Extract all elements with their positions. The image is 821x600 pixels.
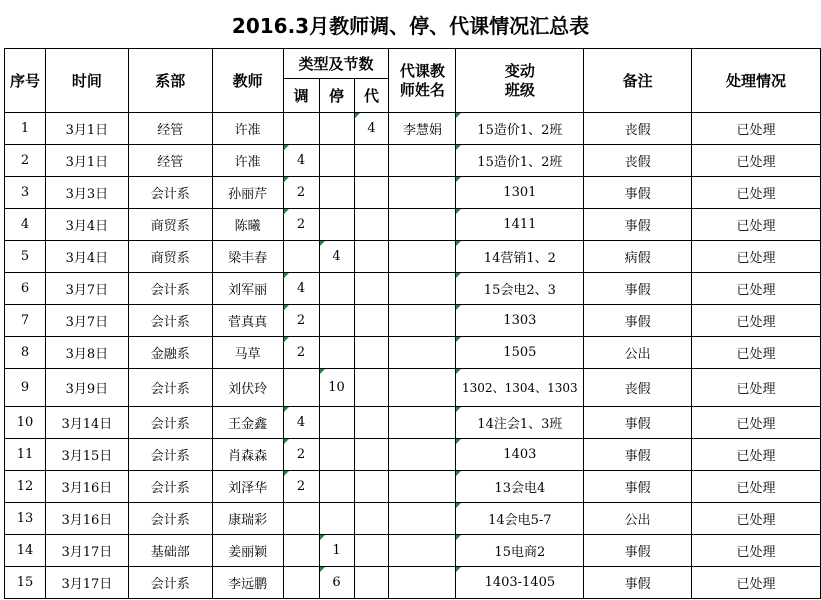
row-status: 已处理	[692, 241, 821, 273]
table-row	[5, 503, 821, 535]
row-remark: 事假	[584, 305, 692, 337]
row-substitute	[354, 145, 389, 177]
row-stop: 6	[319, 567, 354, 599]
row-stop: 10	[319, 369, 354, 407]
row-no: 11	[5, 439, 46, 471]
header-no: 序号	[5, 49, 46, 113]
row-teacher: 许准	[212, 145, 283, 177]
row-dept: 会计系	[128, 567, 212, 599]
row-date: 3月9日	[45, 369, 128, 407]
row-changed-class: 1302、1304、1303	[456, 369, 584, 407]
row-changed-class: 1403-1405	[456, 567, 584, 599]
row-substitute	[354, 439, 389, 471]
row-status: 已处理	[692, 337, 821, 369]
row-date: 3月8日	[45, 337, 128, 369]
row-remark: 事假	[584, 471, 692, 503]
row-adjust: 2	[283, 209, 319, 241]
row-teacher: 刘伏玲	[212, 369, 283, 407]
row-sub-teacher	[389, 369, 456, 407]
row-changed-class: 15会电2、3	[456, 273, 584, 305]
row-adjust: 2	[283, 471, 319, 503]
row-no: 13	[5, 503, 46, 535]
row-status: 已处理	[692, 535, 821, 567]
sheet-title: 2016.3月教师调、停、代课情况汇总表	[231, 13, 590, 38]
row-stop	[319, 273, 354, 305]
header-substitute: 代	[354, 79, 389, 113]
row-date: 3月16日	[45, 471, 128, 503]
row-dept: 经管	[128, 145, 212, 177]
row-changed-class: 1403	[456, 439, 584, 471]
row-adjust: 2	[283, 305, 319, 337]
row-dept: 商贸系	[128, 241, 212, 273]
header-teacher: 教师	[212, 49, 283, 113]
row-adjust	[283, 113, 319, 145]
row-status: 已处理	[692, 145, 821, 177]
row-changed-class: 1411	[456, 209, 584, 241]
row-sub-teacher	[389, 503, 456, 535]
row-substitute	[354, 567, 389, 599]
row-status: 已处理	[692, 369, 821, 407]
row-adjust: 2	[283, 439, 319, 471]
table-row	[5, 241, 821, 273]
table-row	[5, 567, 821, 599]
header-type-group: 类型及节数	[283, 49, 389, 79]
row-teacher: 许准	[212, 113, 283, 145]
row-adjust: 2	[283, 337, 319, 369]
row-substitute	[354, 535, 389, 567]
row-teacher: 马草	[212, 337, 283, 369]
row-no: 15	[5, 567, 46, 599]
row-no: 3	[5, 177, 46, 209]
header-stop: 停	[319, 79, 354, 113]
row-sub-teacher	[389, 177, 456, 209]
row-no: 10	[5, 407, 46, 439]
row-teacher: 肖森森	[212, 439, 283, 471]
row-adjust	[283, 567, 319, 599]
row-no: 2	[5, 145, 46, 177]
table-row	[5, 145, 821, 177]
row-sub-teacher	[389, 273, 456, 305]
row-no: 4	[5, 209, 46, 241]
row-substitute	[354, 503, 389, 535]
header-sub-teacher: 代课教师姓名	[389, 49, 456, 113]
row-dept: 会计系	[128, 177, 212, 209]
table-row	[5, 369, 821, 407]
row-sub-teacher	[389, 209, 456, 241]
table-row	[5, 471, 821, 503]
row-sub-teacher	[389, 337, 456, 369]
row-remark: 丧假	[584, 369, 692, 407]
row-dept: 会计系	[128, 369, 212, 407]
row-remark: 事假	[584, 439, 692, 471]
row-stop	[319, 503, 354, 535]
row-remark: 公出	[584, 337, 692, 369]
row-status: 已处理	[692, 209, 821, 241]
row-dept: 会计系	[128, 407, 212, 439]
row-no: 1	[5, 113, 46, 145]
row-stop: 1	[319, 535, 354, 567]
row-date: 3月17日	[45, 535, 128, 567]
row-adjust	[283, 503, 319, 535]
row-date: 3月1日	[45, 113, 128, 145]
row-dept: 会计系	[128, 503, 212, 535]
row-sub-teacher	[389, 145, 456, 177]
row-teacher: 孙丽芹	[212, 177, 283, 209]
row-date: 3月7日	[45, 273, 128, 305]
row-teacher: 王金鑫	[212, 407, 283, 439]
table-row	[5, 209, 821, 241]
row-stop	[319, 439, 354, 471]
row-dept: 会计系	[128, 471, 212, 503]
row-substitute: 4	[354, 113, 389, 145]
row-teacher: 刘泽华	[212, 471, 283, 503]
row-remark: 公出	[584, 503, 692, 535]
row-date: 3月15日	[45, 439, 128, 471]
row-teacher: 梁丰春	[212, 241, 283, 273]
table-row	[5, 439, 821, 471]
row-stop	[319, 305, 354, 337]
row-status: 已处理	[692, 471, 821, 503]
row-adjust	[283, 535, 319, 567]
row-stop: 4	[319, 241, 354, 273]
row-status: 已处理	[692, 439, 821, 471]
row-remark: 丧假	[584, 113, 692, 145]
row-changed-class: 15造价1、2班	[456, 113, 584, 145]
row-no: 7	[5, 305, 46, 337]
row-adjust	[283, 369, 319, 407]
row-teacher: 李远鹏	[212, 567, 283, 599]
row-sub-teacher	[389, 471, 456, 503]
row-stop	[319, 209, 354, 241]
row-teacher: 康瑞彩	[212, 503, 283, 535]
row-dept: 金融系	[128, 337, 212, 369]
row-dept: 会计系	[128, 273, 212, 305]
row-remark: 事假	[584, 273, 692, 305]
table-row	[5, 407, 821, 439]
row-changed-class: 13会电4	[456, 471, 584, 503]
row-no: 8	[5, 337, 46, 369]
table-row	[5, 337, 821, 369]
header-remark: 备注	[584, 49, 692, 113]
row-teacher: 姜丽颖	[212, 535, 283, 567]
row-stop	[319, 407, 354, 439]
table-row	[5, 535, 821, 567]
row-sub-teacher	[389, 439, 456, 471]
row-remark: 事假	[584, 535, 692, 567]
row-adjust: 4	[283, 407, 319, 439]
header-changed-class: 变动班级	[456, 49, 584, 113]
row-substitute	[354, 241, 389, 273]
row-stop	[319, 471, 354, 503]
row-date: 3月14日	[45, 407, 128, 439]
row-changed-class: 14会电5-7	[456, 503, 584, 535]
row-adjust	[283, 241, 319, 273]
row-substitute	[354, 209, 389, 241]
row-date: 3月4日	[45, 241, 128, 273]
row-status: 已处理	[692, 305, 821, 337]
row-remark: 事假	[584, 209, 692, 241]
header-adjust: 调	[283, 79, 319, 113]
row-remark: 事假	[584, 407, 692, 439]
row-teacher: 刘军丽	[212, 273, 283, 305]
row-changed-class: 14营销1、2	[456, 241, 584, 273]
row-dept: 会计系	[128, 305, 212, 337]
row-stop	[319, 177, 354, 209]
row-adjust: 4	[283, 145, 319, 177]
table-row	[5, 273, 821, 305]
row-changed-class: 1303	[456, 305, 584, 337]
row-substitute	[354, 369, 389, 407]
row-changed-class: 14注会1、3班	[456, 407, 584, 439]
header-status: 处理情况	[692, 49, 821, 113]
row-status: 已处理	[692, 113, 821, 145]
row-status: 已处理	[692, 407, 821, 439]
row-changed-class: 15造价1、2班	[456, 145, 584, 177]
row-date: 3月3日	[45, 177, 128, 209]
row-adjust: 4	[283, 273, 319, 305]
row-substitute	[354, 407, 389, 439]
row-remark: 病假	[584, 241, 692, 273]
row-substitute	[354, 471, 389, 503]
row-no: 9	[5, 369, 46, 407]
row-sub-teacher	[389, 241, 456, 273]
row-remark: 事假	[584, 177, 692, 209]
row-substitute	[354, 337, 389, 369]
row-dept: 商贸系	[128, 209, 212, 241]
row-changed-class: 15电商2	[456, 535, 584, 567]
row-stop	[319, 145, 354, 177]
row-sub-teacher	[389, 305, 456, 337]
row-sub-teacher	[389, 535, 456, 567]
header-time: 时间	[45, 49, 128, 113]
row-sub-teacher: 李慧娟	[389, 113, 456, 145]
row-date: 3月16日	[45, 503, 128, 535]
row-stop	[319, 113, 354, 145]
row-remark: 事假	[584, 567, 692, 599]
row-date: 3月17日	[45, 567, 128, 599]
row-stop	[319, 337, 354, 369]
row-adjust: 2	[283, 177, 319, 209]
header-dept: 系部	[128, 49, 212, 113]
row-substitute	[354, 177, 389, 209]
row-status: 已处理	[692, 177, 821, 209]
row-no: 14	[5, 535, 46, 567]
row-changed-class: 1505	[456, 337, 584, 369]
row-substitute	[354, 273, 389, 305]
table-row	[5, 177, 821, 209]
row-date: 3月7日	[45, 305, 128, 337]
row-teacher: 陈曦	[212, 209, 283, 241]
row-sub-teacher	[389, 407, 456, 439]
row-remark: 丧假	[584, 145, 692, 177]
row-date: 3月4日	[45, 209, 128, 241]
table-row	[5, 305, 821, 337]
row-dept: 基础部	[128, 535, 212, 567]
row-changed-class: 1301	[456, 177, 584, 209]
row-teacher: 菅真真	[212, 305, 283, 337]
table-row	[5, 113, 821, 145]
row-dept: 会计系	[128, 439, 212, 471]
row-date: 3月1日	[45, 145, 128, 177]
row-no: 5	[5, 241, 46, 273]
row-status: 已处理	[692, 273, 821, 305]
row-sub-teacher	[389, 567, 456, 599]
summary-table	[4, 48, 821, 599]
row-status: 已处理	[692, 567, 821, 599]
row-no: 12	[5, 471, 46, 503]
row-dept: 经管	[128, 113, 212, 145]
row-no: 6	[5, 273, 46, 305]
row-status: 已处理	[692, 503, 821, 535]
row-substitute	[354, 305, 389, 337]
